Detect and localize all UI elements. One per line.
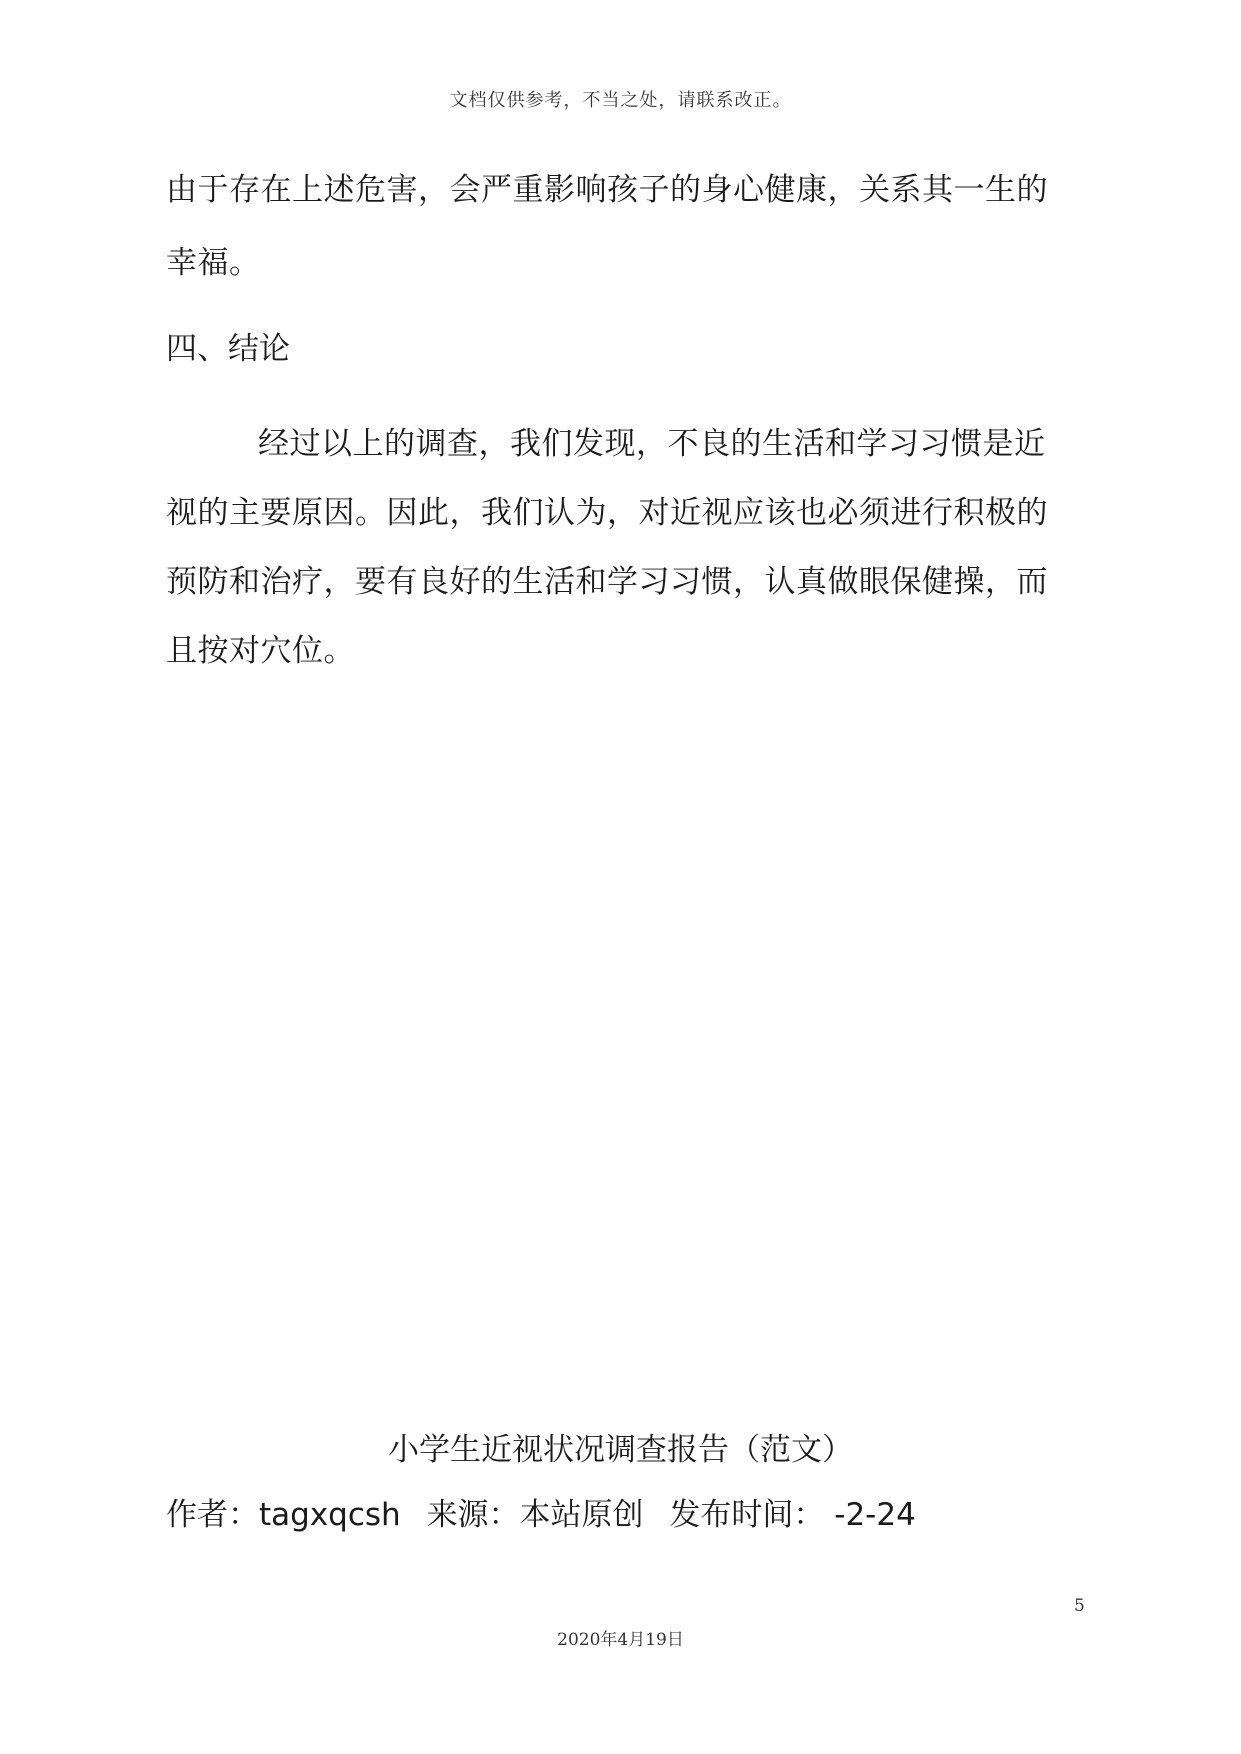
report-byline — [166, 1490, 932, 1540]
byline-author: 作者：tagxqcsh — [166, 1497, 401, 1533]
section-heading-conclusion: 四、结论 — [166, 331, 290, 367]
footer-date: 2020年4月19日 — [557, 1630, 684, 1650]
header-note: 文档仅供参考，不当之处，请联系改正。 — [449, 90, 792, 111]
page-number: 5 — [1074, 1596, 1085, 1616]
byline-source: 来源：本站原创 — [426, 1497, 644, 1533]
byline-published: 发布时间： -2-24 — [669, 1497, 916, 1533]
report-title: 小学生近视状况调查报告（范文） — [388, 1432, 853, 1468]
paragraph-consequences: 由于存在上述危害，会严重影响孩子的身心健康，关系其一生的幸福。 — [166, 172, 1048, 281]
paragraph-conclusion: 经过以上的调查，我们发现，不良的生活和学习习惯是近视的主要原因。因此，我们认为，对近视应该也必须进行积极的预防和治疗，要有良好的生活和学习习惯，认真做眼保健操，而且按对穴位。 — [166, 426, 1048, 669]
